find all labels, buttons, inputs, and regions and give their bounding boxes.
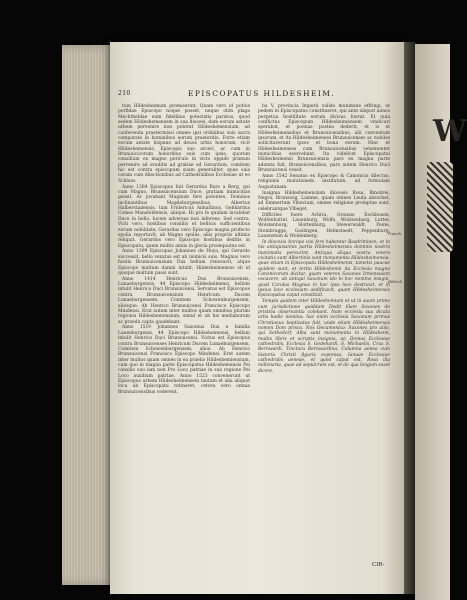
running-title: EPISCOPATUS HILDESHEIM. [188, 89, 336, 98]
page-stack-edge [62, 45, 114, 585]
paragraph: Anno 1384 Episcopus fuit Gerardus Baro a Berg, qui cum Magno, Brunsuicensium Duce, gratiam inimicitias gessit. Ac juvabant Magnum fere potentes, Dominos inclinantibus Magdeburgensibus, Albertus Halberstadensis, tum Fridericus Anhaltinus, Gebhardus Comes Mansfeldensis, aliique. Hi pro fe quidam invalebat Duce in bello, lucem adversus non inferens. Sed contra. Victi vero, hostibus consiliis et bellicis sufficientibus eorum nobilitate, Gerardus vero Episcopo magna profecto spolia reportavit, ab Magno spoliis, aliis propriis ultimis reliquit. Gerardus vero Episcopo hostibus deditis in Episcopatu, quem multis annis in gloria prosequutus est. [118, 184, 250, 249]
paragraph-italic: Templa quidem inter Hildeshemium et ut in suum primo cum jurisdictione quiddam Dedit illam Saxones de pristina observantia colebant. Nam ecclesia sua dicata urbs hodie nomina: hac enim ecclesia Saxonum primus Christianus baptizatus fuit, unde etiam Hildesheimensis nomen Dom prisca. Nos Oecumenica: Saxones pro aliis, qui Sethedorf. Alba sunt monumenta in Hildesheim, multis libris et scriptis insignia, ut: Domus Ecclesiae cathedralis, Ecclesia S. Godehardi, S. Michaelis, Crux S. Bernwardi, Tinctura Bernwardina, Columna aenea cum historia Christi figuris expressa, Ianuae Ecclesiae cathedralis aeneae, et quod caput est, Rosa illa millenaria, quae ad sepulcrum est, et de qua longum esset dicere. [258, 299, 390, 374]
paragraph: Difficiles fuere Achiva, Gronaw, Eschhusen, Wolfenbuttel, Lauenburg, Wolfe, Wolstenburg, Lutter, Wolstenburg, Slottenburg, Stewerwaldt, Peine, Steinbrugge, Goslingen, Helmstaedt, Peppenburg, Lauenstein & Woldenberg. [258, 212, 390, 240]
decorated-initial: W [433, 114, 467, 149]
margin-notes [388, 104, 404, 559]
margin-note: Pranch. [388, 232, 403, 236]
catchword: CIR- [372, 562, 385, 568]
margin-note: Hildesh. [388, 280, 404, 284]
paragraph: ba V, provincia Imperii valido munimine effringi, ut pedem in Episcopatus constitueret, qui ante aliquot annos perpetua hostilitate eorum divisus fuerat. Et quia conflictus Episcopum Hildesheimensem vindicari sperabat, et poenas postea dederit, et is et Hildesheimensibus et Brunsuicensibus, alii conventum ipsorum, et ita Hildesheimenses Brunsuicenses ac nobiles sollicitaverunt ipsos et bona eorum. Hinc et Hildesheimenses cum Brunsuicensibus vehementer inimicitias exercebant. Ita videlicet Episcopatui Hildesheimensi Brunsuicensis pars ex magna parte ademta fuit, Brunsuicensibus, pars autem Henrico Duci Brunsuicensi cessit. [258, 104, 390, 174]
text-columns [118, 104, 390, 559]
paragraph: Anno 1399 Episcopus Johannes de Hoya, qui Gerardo successit, bello vexatus est ab inimicis suis. Magnus vero hostis Brunsuicensium Dux bellum renovavit, atque Episcopo multum damni intulit; Hildesheimenses ob id quoque multum passi sunt. [118, 249, 250, 276]
paragraph: tum Hildesheimum promiserint. Quam vero id potius perfidae Episcopo noque posset, neque olim plaga Mechtheldae eum fidelibus potestatis paratos, quod sedem Hildeshemensem in sua diocesi, dum eorum aetate urbem pervenire non poterat Hildeshemensium, ad conferenda praetermissi omnes ipsi ordinibus suis sacra comparate in hominibus eorum praeteritis. Forte etiam eorum aetate hispano ad deuos urbis honorum, vicit Hildeshemensis, Episcopis suo arceri, ac cum in Bruniuicicorum honoribus suis cum ipsis, quorum consilium ex magno periculo in victo oppido primum pervenire ad eruditis ad gratiae ad Gerardum, comitem hic est contra episcopum suam generaliter, quae suis coram cum dilectionibus ad Cathedralibus Ecclesiae ut eo Schluss. [118, 104, 250, 184]
paragraph: Anno 1414 Henricus Dux Brunsuicensis, Lunaeburgensis, 44 Episcopo Hildesheimensi, bellum intulit Henrico Duci Brunsuicensi. Servatus est Episcopus contra Brunsuicensium Henricum Ducem Lunaeburgensem, Comitem Schowenburgensem, aliosque. Ab Henrico Brunsuicensi Francisco Episcopo Mindensi. Erat autem inter multos quam omnibus plurimi regionis Hildeshemensium, simul et ab his mediaborum ac praeda capta gaudebant. [118, 276, 250, 325]
page-header [118, 90, 400, 102]
page-right-edge [415, 44, 467, 600]
paragraph: Insignia Hildeshemensium diocesis Rosa, Binobrei, Negra, Brunswig, Lamme, quam omnes Leuta absorbet, ad Emmertum Vlbecium, omnes religione promptae sunt, celebrantque Vlbeget. [258, 190, 390, 212]
paragraph: Anno 1519 Johannes Saxonius Dux e familia Lauenburgensi, 44 Episcopo Hildesheimensi, bellum intulit Henrico Duci Brunsuicensi. Victus est Episcopus contra Brunsuicenses Henricum Ducem Lunaeburgensem, Comitem Schowenburgensem, alios. Ab Henrico Brunsuicensi Francisco Episcopo Mindensi. Erat autem inter multos quam omnes in ea praelio Hildeshemiensium, cum quo in magna parte Episcopatus Hildeshemensis Pei consilio suo iam non Pro Loco patriae in sua regione Pei Loco auxilium patriae. Anno 1523 convenerunt ut Episcopus urbem Hildesheimensem tantum et alia aliquot loca ab Episcopatu retineret; cetera vero omnia Brunsuicensibus cederent. [118, 325, 250, 395]
page-number: 210 [118, 90, 131, 97]
paragraph: Anno 1542 Senatus ex Episcopo & Canonicis dilectus, religionis mutationem institutum, ad formulam Augustanam. [258, 174, 390, 190]
column-right [258, 104, 390, 559]
ornament-icon [427, 162, 453, 252]
paragraph-italic: In diocesis Anropo visi fere habentur Basdriminen, et in his antiquissimis partis Hildesheimensis dominis nostris inanimatis pereurint. Antiqua aliqua nostra vetera civitatis sunt Albertinis sunt monumenta Hildesheimensia, quae etiam in Episcopatu Hildesheimensi, tametsi paucae quidem sunt, et tertio Hildeshemii ita Ecclesia magna Canonicorum dicitur, quam veteres Saxones Irmensulam vocavere, ab antiqui Saxonum ido lo hoc nomine insigni, quod Carolus Magnus in hoc ipso loco destruxit, et in ipsius loco ecclesiam aedificavit, quam Hildesheimensis Episcopatus caput constituit. [258, 239, 390, 299]
column-left [118, 104, 250, 559]
